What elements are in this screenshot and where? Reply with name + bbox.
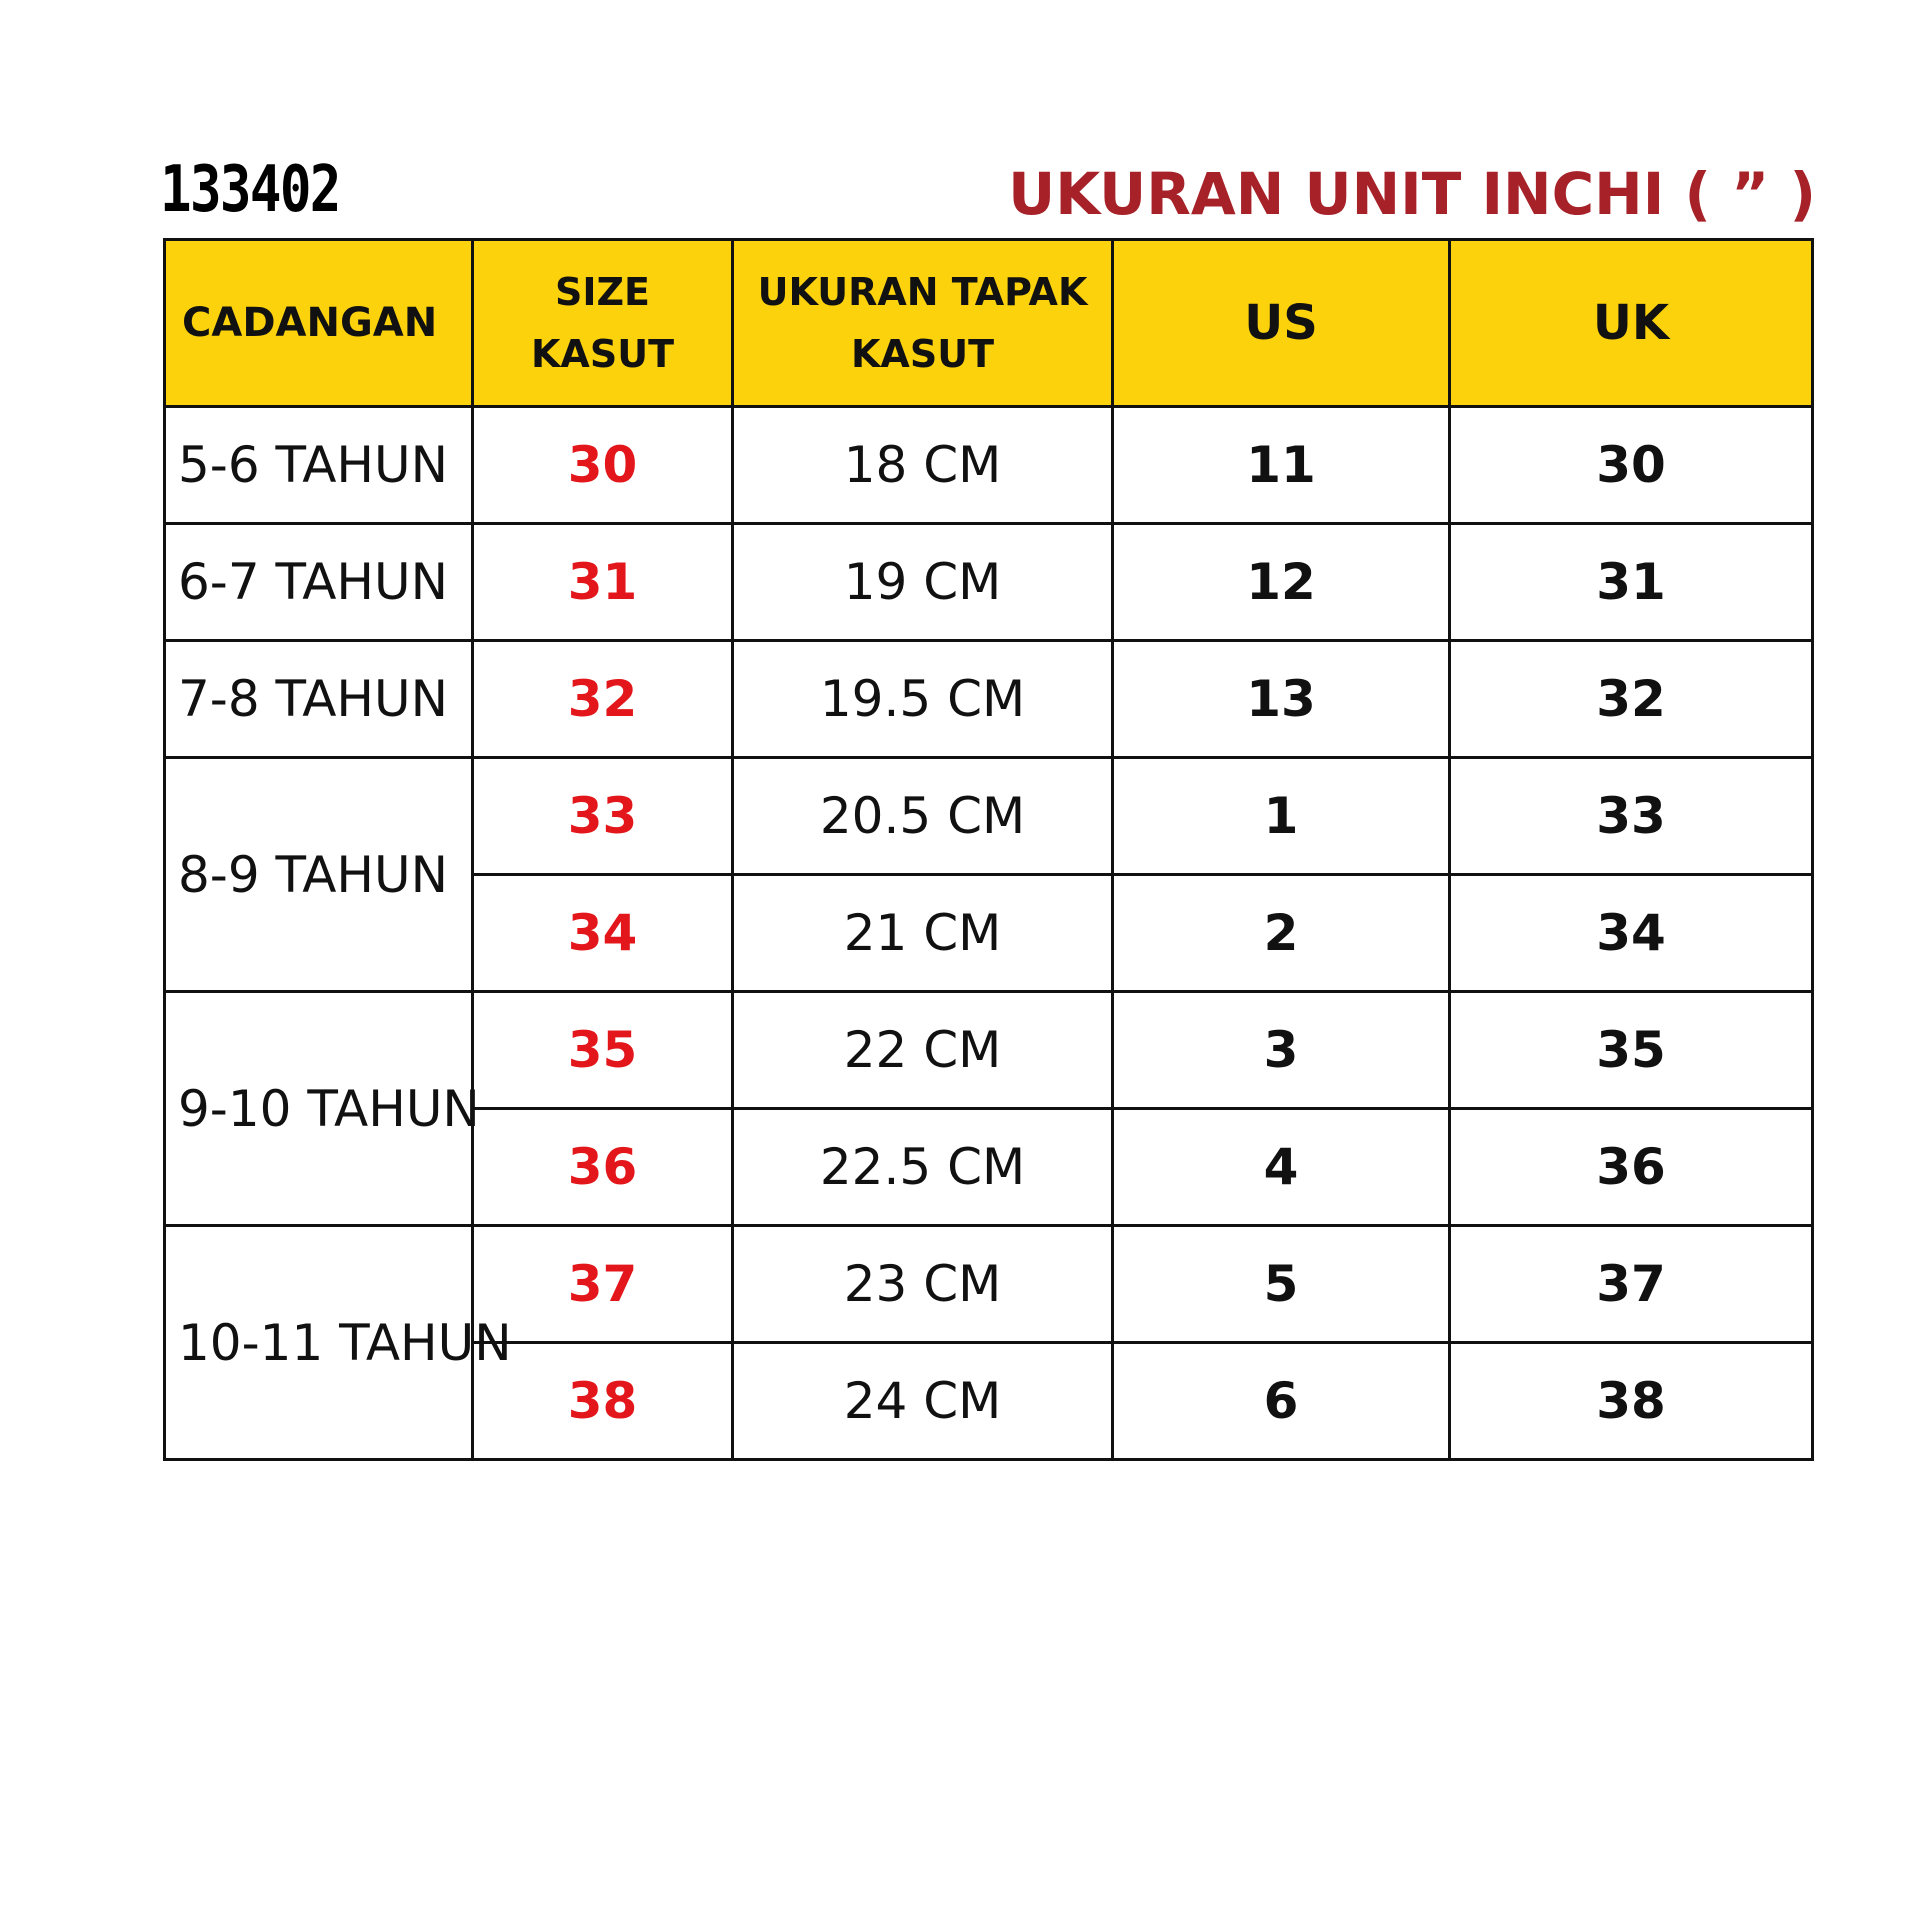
header-us: US: [1113, 240, 1450, 407]
shoe-size-cell: 37: [473, 1226, 733, 1343]
header-uk: UK: [1450, 240, 1813, 407]
table-row: [165, 524, 1813, 641]
us-size-cell: 13: [1113, 641, 1450, 758]
size-chart-table: [163, 238, 1814, 1461]
header-tapak-line2: KASUT: [850, 332, 994, 376]
header-cadangan: CADANGAN: [165, 240, 473, 407]
uk-size-cell: 32: [1450, 641, 1813, 758]
us-size-cell: 11: [1113, 407, 1450, 524]
foot-length-cell: 22 CM: [733, 992, 1113, 1109]
uk-size-cell: 37: [1450, 1226, 1813, 1343]
foot-length-cell: 23 CM: [733, 1226, 1113, 1343]
shoe-size-cell: 31: [473, 524, 733, 641]
age-cell: 6-7 TAHUN: [165, 524, 473, 641]
foot-length-cell: 21 CM: [733, 875, 1113, 992]
foot-length-cell: 19.5 CM: [733, 641, 1113, 758]
shoe-size-cell: 35: [473, 992, 733, 1109]
table-row: [165, 641, 1813, 758]
us-size-cell: 1: [1113, 758, 1450, 875]
age-cell: 7-8 TAHUN: [165, 641, 473, 758]
table-row: [165, 758, 1813, 875]
shoe-size-cell: 33: [473, 758, 733, 875]
unit-title: UKURAN UNIT INCHI ( ” ): [1008, 160, 1816, 228]
age-cell: 5-6 TAHUN: [165, 407, 473, 524]
shoe-size-cell: 38: [473, 1343, 733, 1460]
header-row: [165, 240, 1813, 407]
foot-length-cell: 20.5 CM: [733, 758, 1113, 875]
uk-size-cell: 33: [1450, 758, 1813, 875]
us-size-cell: 2: [1113, 875, 1450, 992]
table-row: [165, 407, 1813, 524]
header-ukuran-tapak: [733, 240, 1113, 407]
table-row: [165, 992, 1813, 1109]
uk-size-cell: 30: [1450, 407, 1813, 524]
us-size-cell: 5: [1113, 1226, 1450, 1343]
foot-length-cell: 18 CM: [733, 407, 1113, 524]
shoe-size-cell: 34: [473, 875, 733, 992]
us-size-cell: 3: [1113, 992, 1450, 1109]
us-size-cell: 4: [1113, 1109, 1450, 1226]
header-size-line2: KASUT: [530, 332, 674, 376]
uk-size-cell: 36: [1450, 1109, 1813, 1226]
us-size-cell: 12: [1113, 524, 1450, 641]
foot-length-cell: 22.5 CM: [733, 1109, 1113, 1226]
shoe-size-cell: 32: [473, 641, 733, 758]
uk-size-cell: 31: [1450, 524, 1813, 641]
us-size-cell: 6: [1113, 1343, 1450, 1460]
age-cell: 8-9 TAHUN: [165, 758, 473, 992]
foot-length-cell: 24 CM: [733, 1343, 1113, 1460]
product-code: 133402: [160, 153, 340, 227]
age-cell: 9-10 TAHUN: [165, 992, 473, 1226]
header-size-kasut: [473, 240, 733, 407]
uk-size-cell: 34: [1450, 875, 1813, 992]
table-row: [165, 1226, 1813, 1343]
header-size-line1: SIZE: [554, 270, 651, 314]
header-tapak-line1: UKURAN TAPAK: [757, 270, 1088, 314]
uk-size-cell: 38: [1450, 1343, 1813, 1460]
shoe-size-cell: 30: [473, 407, 733, 524]
age-cell: 10-11 TAHUN: [165, 1226, 473, 1460]
uk-size-cell: 35: [1450, 992, 1813, 1109]
shoe-size-cell: 36: [473, 1109, 733, 1226]
foot-length-cell: 19 CM: [733, 524, 1113, 641]
